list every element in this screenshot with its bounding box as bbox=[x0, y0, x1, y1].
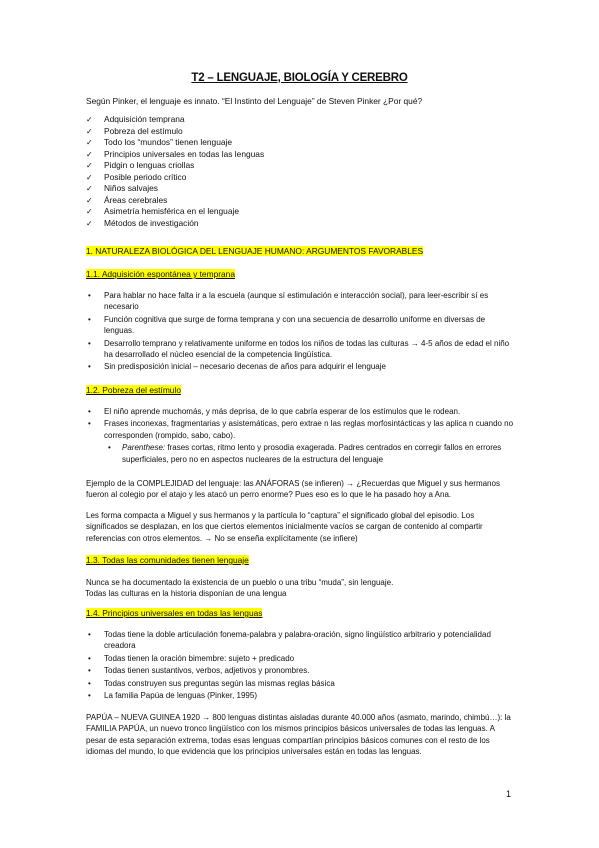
bullet-icon: • bbox=[108, 443, 111, 453]
bullet-icon: • bbox=[88, 291, 91, 300]
bullet-icon: • bbox=[88, 678, 91, 688]
checklist-item: ✓ Todo los “mundos” tienen lenguaje bbox=[86, 137, 233, 147]
checkmark-icon: ✓ bbox=[86, 218, 93, 228]
section-1-1-heading: 1.1. Adquisición espontánea y temprana bbox=[86, 269, 235, 279]
checklist-item: ✓ Asimetría hemisférica en el lenguaje bbox=[86, 206, 239, 216]
list-item: • Frases inconexas, fragmentarias y asistemáticas, pero extrae n las reglas morfosintácticas y las aplica n cuando no corresponden (rompido, sabo, cabo). bbox=[88, 419, 514, 440]
list-item: • Sin predisposición inicial – necesario decenas de años para adquirir el lenguaje bbox=[88, 362, 386, 372]
section-1-2-list bbox=[86, 406, 516, 466]
checkmark-icon: ✓ bbox=[86, 161, 93, 170]
checklist-item: ✓ Pobreza del estímulo bbox=[86, 125, 183, 136]
anaphora-example-paragraph: Ejemplo de la COMPLEJIDAD del lenguaje: las ANÁFORAS (se infieren) → ¿Recuerdas que Miguel y sus hermanos fueron al colegio por el atajo y les atacó un perro enorme? Pues eso es lo que le ha pasado hoy a Ana. bbox=[86, 479, 500, 500]
section-1-3-line-2: Todas las culturas en la historia disponían de una lengua bbox=[85, 589, 287, 598]
list-item: • Todas tienen sustantivos, verbos, adjetivos y pronombres. bbox=[88, 666, 310, 676]
checkmark-icon: ✓ bbox=[86, 207, 93, 216]
checkmark-icon: ✓ bbox=[86, 138, 93, 147]
checklist-item: ✓ Principios universales en todas las lenguas bbox=[86, 148, 265, 159]
list-item: • Todas construyen sus preguntas según las mismas reglas básica bbox=[88, 678, 335, 688]
list-item: • Para hablar no hace falta ir a la escuela (aunque sí estimulación e interacción social), para leer-escribir sí es necesario bbox=[88, 291, 489, 312]
papua-paragraph: PAPÚA – NUEVA GUINEA 1920 → 800 lenguas distintas aisladas durante 40.000 años (asmato, marindo, chimbú…): la FAMILIA PAPÚA, un nuevo tronco lingüístico con los mismos principios básicos universales de todas las lenguas. A pesar de esta separación extrema, todas esas lenguas compartían principios básicos comunes con el resto de los idiomas del mundo, lo que evidencia que los principios universales están en todas las lenguas. bbox=[86, 713, 511, 757]
checkmark-icon: ✓ bbox=[86, 172, 93, 182]
anaphora-explanation-paragraph: Les forma compacta a Miguel y sus hermanos y la partícula lo “captura” el significado global del episodio. Los significados se desplazan, en los que ciertos elementos inicialmente vacíos se cargan de contenido al compartir referencias con otros elementos. → No se enseña explícitamente (se infiere) bbox=[86, 511, 483, 543]
checkmark-icon: ✓ bbox=[86, 115, 93, 124]
checkmark-icon: ✓ bbox=[86, 184, 93, 193]
section-1-3-heading: 1.3. Todas las comunidades tienen lenguaje bbox=[86, 555, 249, 565]
checklist-item: ✓ Áreas cerebrales bbox=[86, 194, 168, 205]
bullet-icon: • bbox=[88, 666, 91, 676]
section-1-1-list bbox=[86, 290, 516, 374]
page-number: 1 bbox=[506, 789, 512, 799]
checkmark-icon: ✓ bbox=[86, 149, 93, 159]
section-1-4-list bbox=[86, 629, 516, 702]
bullet-icon: • bbox=[88, 630, 91, 639]
checklist-item: ✓ Adquisición temprana bbox=[86, 114, 185, 124]
section-1-2-heading: 1.2. Pobreza del estímulo bbox=[86, 385, 181, 395]
checklist-item: ✓ Pidgin o lenguas criollas bbox=[86, 160, 195, 170]
list-item: • Todas tiene la doble articulación fonema-palabra y palabra-oración, signo lingüístico arbitrario y potencialidad creadora bbox=[88, 630, 491, 651]
bullet-icon: • bbox=[88, 407, 91, 416]
section-1-heading: 1. NATURALEZA BIOLÓGICA DEL LENGUAJE HUMANO: ARGUMENTOS FAVORABLES bbox=[86, 246, 424, 256]
checkmark-icon: ✓ bbox=[86, 195, 93, 205]
list-item: • Función cognitiva que surge de forma temprana y con una secuencia de desarrollo uniforme en diversas de lenguas. bbox=[88, 314, 486, 336]
section-1-3-line-1: Nunca se ha documentado la existencia de un pueblo o una tribu “muda”, sin lenguaje. bbox=[86, 578, 394, 587]
intro-paragraph: Según Pinker, el lenguaje es innato. “El Instinto del Lenguaje” de Steven Pinker ¿Por qué? bbox=[86, 96, 423, 106]
bullet-icon: • bbox=[88, 338, 91, 348]
bullet-icon: • bbox=[88, 653, 91, 663]
bullet-icon: • bbox=[88, 419, 91, 429]
bullet-icon: • bbox=[88, 362, 91, 372]
list-item: • Desarrollo temprano y relativamente uniforme en todos los niños de todas las culturas → 4-5 años de edad el niño ha desarrollado el núcleo esencial de la competencia lingüística. bbox=[88, 338, 510, 360]
list-item: • La familia Papúa de lenguas (Pinker, 1995) bbox=[88, 691, 257, 701]
checklist-item: ✓ Métodos de investigación bbox=[86, 217, 199, 228]
section-1-4-heading: 1.4. Principios universales en todas las lenguas bbox=[86, 608, 263, 618]
bullet-icon: • bbox=[88, 691, 91, 701]
list-item: • El niño aprende muchomás, y más deprisa, de lo que cabría esperar de los estímulos que le rodean. bbox=[88, 407, 461, 416]
list-item: • Todas tienen la oración bimembre: sujeto + predicado bbox=[88, 653, 295, 663]
document-title: T2 – LENGUAJE, BIOLOGÍA Y CEREBRO bbox=[191, 72, 408, 84]
checkmark-icon: ✓ bbox=[86, 126, 93, 136]
bullet-icon: • bbox=[88, 314, 91, 324]
checklist-item: ✓ Niños salvajes bbox=[86, 183, 158, 193]
reasons-checklist bbox=[86, 114, 264, 229]
checklist-item: ✓ Posible periodo crítico bbox=[86, 171, 187, 182]
sub-list-item: • Parenthese: frases cortas, ritmo lento y prosodia exagerada. Padres centrados en corregir fallos en errores superficiales, pero no en aspectos nucleares de la estructura del lenguaje bbox=[108, 443, 502, 464]
